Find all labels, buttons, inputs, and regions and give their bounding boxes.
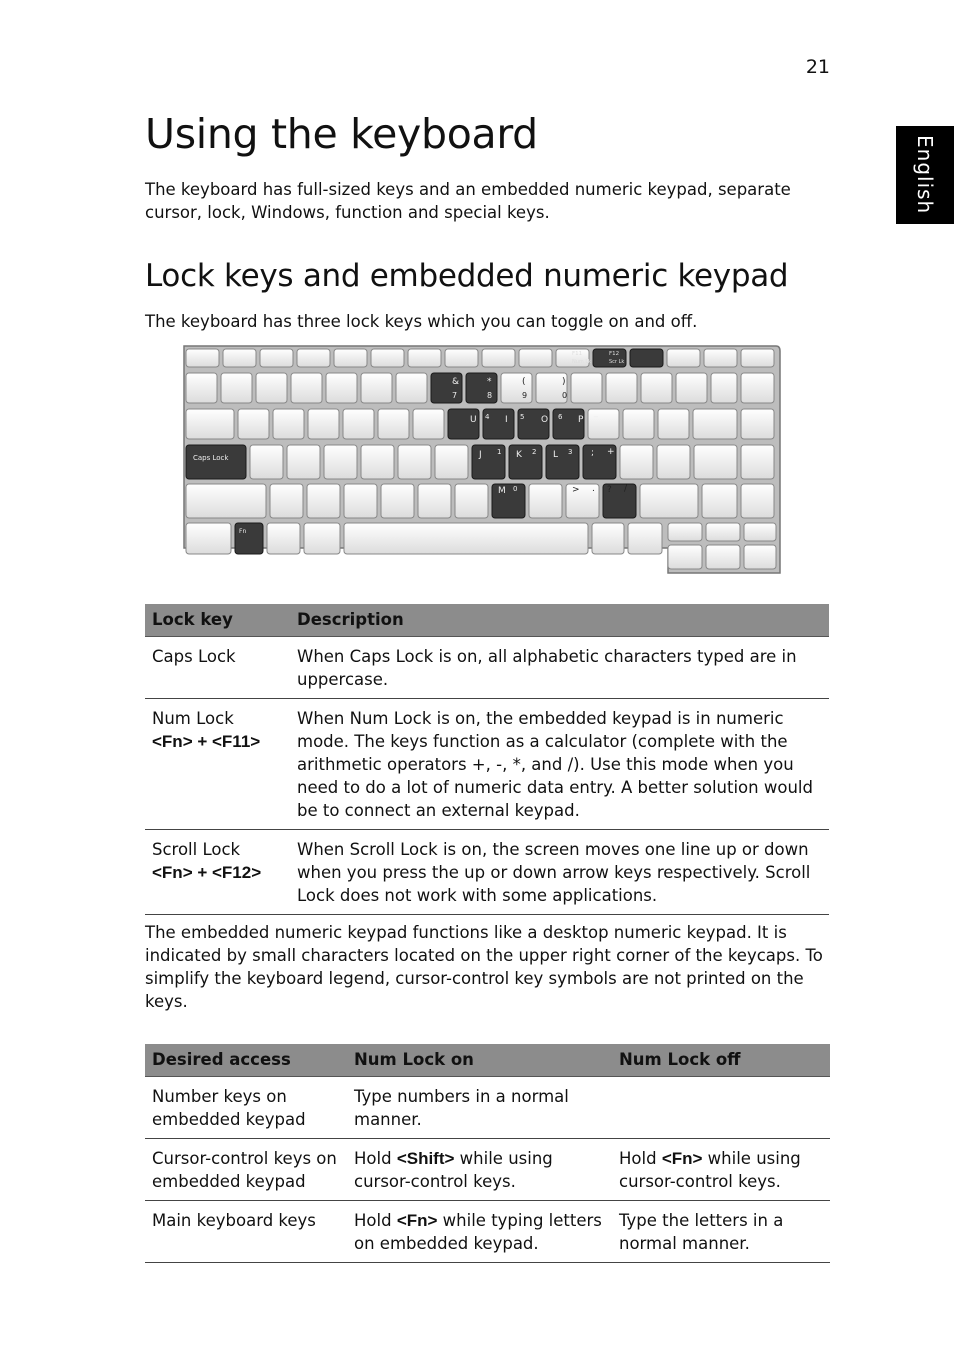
number-key xyxy=(641,373,672,403)
table-row xyxy=(145,1139,830,1201)
number-key xyxy=(501,373,532,403)
number-key xyxy=(606,373,637,403)
lock-description: When Num Lock is on, the embedded keypad is in numeric mode. The keys function as a calculator (complete with the arithmetic operators +, -, *, and /). Use this mode when you need to do a lot of numeric data entry. A better solution would be to connect an external keypad. xyxy=(290,699,829,830)
number-key xyxy=(361,373,392,403)
letter-key xyxy=(658,409,689,439)
key-u-letter: U xyxy=(470,415,477,425)
letter-key xyxy=(418,484,451,518)
letter-key xyxy=(435,445,468,479)
key-f12-label: F12 xyxy=(609,351,620,357)
key-i-number: 5 xyxy=(520,413,525,421)
menu-key xyxy=(628,523,662,554)
letter-key xyxy=(623,409,654,439)
number-key xyxy=(711,373,737,403)
header-desired-access: Desired access xyxy=(145,1044,347,1077)
function-key xyxy=(408,349,441,367)
function-key xyxy=(667,349,700,367)
header-num-lock-on: Num Lock on xyxy=(347,1044,612,1077)
key-o-number: 6 xyxy=(558,413,563,421)
key-f11-label: F11 xyxy=(572,351,583,357)
function-key xyxy=(334,349,367,367)
letter-key xyxy=(455,484,488,518)
key-7-number: 7 xyxy=(452,391,458,400)
key-dot-symbol: > xyxy=(572,485,580,495)
key-slash-symbol: ? xyxy=(607,485,612,495)
letter-key xyxy=(492,484,525,518)
letter-key xyxy=(546,445,579,479)
num-lock-on-cell xyxy=(347,1139,612,1201)
shift-key xyxy=(186,484,266,518)
access-cell: Main keyboard keys xyxy=(145,1201,347,1263)
nav-key xyxy=(741,445,774,479)
table-row xyxy=(145,699,829,830)
enter-key xyxy=(694,445,737,479)
space-key xyxy=(344,523,588,554)
ctrl-key xyxy=(186,523,231,554)
lock-description: When Scroll Lock is on, the screen moves one line up or down when you press the up or down arrow keys respectively. Scroll Lock does not work with some applications. xyxy=(290,830,829,915)
table-row xyxy=(145,637,829,699)
key-j-letter: J xyxy=(479,450,482,460)
letter-key xyxy=(657,445,690,479)
access-cell: Number keys on embedded keypad xyxy=(145,1077,347,1139)
number-key xyxy=(571,373,602,403)
key-l-number: 3 xyxy=(568,448,573,456)
letter-key xyxy=(381,484,414,518)
function-key xyxy=(741,349,774,367)
key-fn-label: Fn xyxy=(239,528,247,535)
caps-lock-key xyxy=(186,445,246,479)
letter-key xyxy=(361,445,394,479)
num-lock-on-text: Type numbers in a normal manner. xyxy=(354,1087,569,1129)
function-key xyxy=(297,349,330,367)
key-8-symbol: * xyxy=(487,377,492,387)
key-j-number: 1 xyxy=(497,448,502,456)
function-key xyxy=(704,349,737,367)
function-key xyxy=(519,349,552,367)
page-number: 21 xyxy=(805,56,830,78)
key-slash-number: / xyxy=(624,484,628,494)
language-tab xyxy=(896,126,954,224)
numpad-paragraph: The embedded numeric keypad functions like a desktop numeric keypad. It is indicated by small characters located on the upper right corner of the keycaps. To simplify the keyboard legend, cursor-control key symbols are not printed on the keys. xyxy=(145,923,823,1011)
key-9-symbol: ( xyxy=(522,377,526,387)
number-key xyxy=(326,373,357,403)
table-row xyxy=(145,1201,830,1263)
header-lock-key: Lock key xyxy=(145,604,290,637)
key-8-number: 8 xyxy=(487,391,493,400)
letter-key xyxy=(509,445,542,479)
shift-key xyxy=(640,484,698,518)
intro-paragraph: The keyboard has full-sized keys and an embedded numeric keypad, separate cursor, lock, Windows, function and special keys. xyxy=(145,180,791,222)
number-key xyxy=(256,373,287,403)
key-caps-lock-label: Caps Lock xyxy=(193,454,229,462)
key-7-symbol: & xyxy=(452,377,460,387)
lock-keys-table xyxy=(145,604,829,915)
arrow-key xyxy=(668,545,702,569)
win-key xyxy=(267,523,300,554)
access-cell: Cursor-control keys on embedded keypad xyxy=(145,1139,347,1201)
num-lock-on-cell xyxy=(347,1077,612,1139)
number-key xyxy=(741,373,774,403)
letter-key xyxy=(307,484,340,518)
num-lock-off-key: <Fn> xyxy=(661,1149,703,1168)
lock-key-combo: <Fn> + <F11> xyxy=(152,732,261,751)
arrow-key xyxy=(706,545,740,569)
key-l-letter: L xyxy=(553,450,559,460)
alt-key xyxy=(592,523,624,554)
header-num-lock-off: Num Lock off xyxy=(612,1044,830,1077)
function-key xyxy=(186,349,219,367)
lock-intro-paragraph: The keyboard has three lock keys which you can toggle on and off. xyxy=(145,312,698,331)
keyboard-illustration xyxy=(180,343,782,577)
num-lock-off-text: Hold xyxy=(619,1149,662,1168)
number-key xyxy=(291,373,322,403)
letter-key xyxy=(378,409,409,439)
key-o-letter: O xyxy=(541,415,549,425)
table-row xyxy=(145,1077,830,1139)
lock-key-combo: <Fn> + <F12> xyxy=(152,863,262,882)
letter-key xyxy=(324,445,357,479)
num-lock-on-text-end: while typing letters on embedded keypad. xyxy=(354,1211,602,1253)
letter-key xyxy=(398,445,431,479)
language-tab-label: English xyxy=(913,135,937,215)
number-key xyxy=(466,373,497,403)
key-plus-symbol: + xyxy=(607,447,615,457)
num-lock-on-key: <Fn> xyxy=(396,1211,438,1230)
key-i-letter: I xyxy=(505,415,508,425)
key-k-number: 2 xyxy=(532,448,537,456)
nav-key xyxy=(702,484,737,518)
key-p-letter: P xyxy=(578,415,584,425)
key-p-number: − xyxy=(593,413,599,421)
letter-key xyxy=(238,409,269,439)
section-title: Lock keys and embedded numeric keypad xyxy=(145,258,789,294)
num-lock-on-cell xyxy=(347,1201,612,1263)
arrow-key xyxy=(668,523,702,541)
letter-key xyxy=(344,484,377,518)
access-table xyxy=(145,1044,830,1263)
lock-key-cell xyxy=(145,637,290,699)
lock-key-cell xyxy=(145,699,290,830)
lock-key-name: Num Lock xyxy=(152,709,234,728)
letter-key xyxy=(529,484,562,518)
lock-key-name: Scroll Lock xyxy=(152,840,241,859)
num-lock-off-text: Type the letters in a normal manner. xyxy=(619,1211,784,1253)
letter-key xyxy=(308,409,339,439)
key-u-number: 4 xyxy=(485,413,490,421)
key-0-number: 0 xyxy=(562,391,568,400)
arrow-key xyxy=(706,523,740,541)
number-key xyxy=(186,373,217,403)
table-header-row xyxy=(145,1044,830,1077)
num-lock-off-cell xyxy=(612,1201,830,1263)
key-f12-sub-label: Scr Lk xyxy=(609,359,625,365)
num-lock-off-cell xyxy=(612,1139,830,1201)
table-row xyxy=(145,830,829,915)
key-m-number: 0 xyxy=(513,485,518,493)
num-lock-off-cell xyxy=(612,1077,830,1139)
nav-key xyxy=(741,484,774,518)
nav-key xyxy=(741,409,774,439)
num-lock-on-text: Hold xyxy=(354,1149,397,1168)
tab-key xyxy=(186,409,234,439)
letter-key xyxy=(343,409,374,439)
lock-key-cell xyxy=(145,830,290,915)
number-key xyxy=(396,373,427,403)
letter-key xyxy=(620,445,653,479)
key-k-letter: K xyxy=(516,450,522,460)
lock-description: When Caps Lock is on, all alphabetic characters typed are in uppercase. xyxy=(290,637,829,699)
num-lock-on-key: <Shift> xyxy=(396,1149,455,1168)
number-key xyxy=(221,373,252,403)
num-lock-on-text-end: while using cursor-control keys. xyxy=(354,1149,553,1191)
letter-key xyxy=(413,409,444,439)
table-header-row xyxy=(145,604,829,637)
alt-key xyxy=(304,523,340,554)
key-9-number: 9 xyxy=(522,391,528,400)
function-key xyxy=(223,349,256,367)
function-key xyxy=(371,349,404,367)
key-0-symbol: ) xyxy=(562,377,566,387)
num-lock-on-text: Hold xyxy=(354,1211,397,1230)
key-dot-number: . xyxy=(592,484,595,494)
key-semicolon-symbol: ; xyxy=(591,448,595,458)
function-key xyxy=(445,349,478,367)
key-m-letter: M xyxy=(498,486,506,496)
page-title: Using the keyboard xyxy=(145,110,538,158)
key-f11-sub-label: Num Lk xyxy=(572,359,592,365)
header-description: Description xyxy=(290,604,829,637)
lock-key-name: Caps Lock xyxy=(152,647,236,666)
letter-key xyxy=(250,445,283,479)
function-key xyxy=(260,349,293,367)
letter-key xyxy=(693,409,737,439)
num-lock-off-text-end: while using cursor-control keys. xyxy=(619,1149,801,1191)
letter-key xyxy=(287,445,320,479)
function-key xyxy=(482,349,515,367)
key-f12 xyxy=(630,349,663,367)
letter-key xyxy=(270,484,303,518)
number-key xyxy=(676,373,707,403)
arrow-key xyxy=(744,523,776,541)
letter-key xyxy=(273,409,304,439)
arrow-key xyxy=(744,545,776,569)
